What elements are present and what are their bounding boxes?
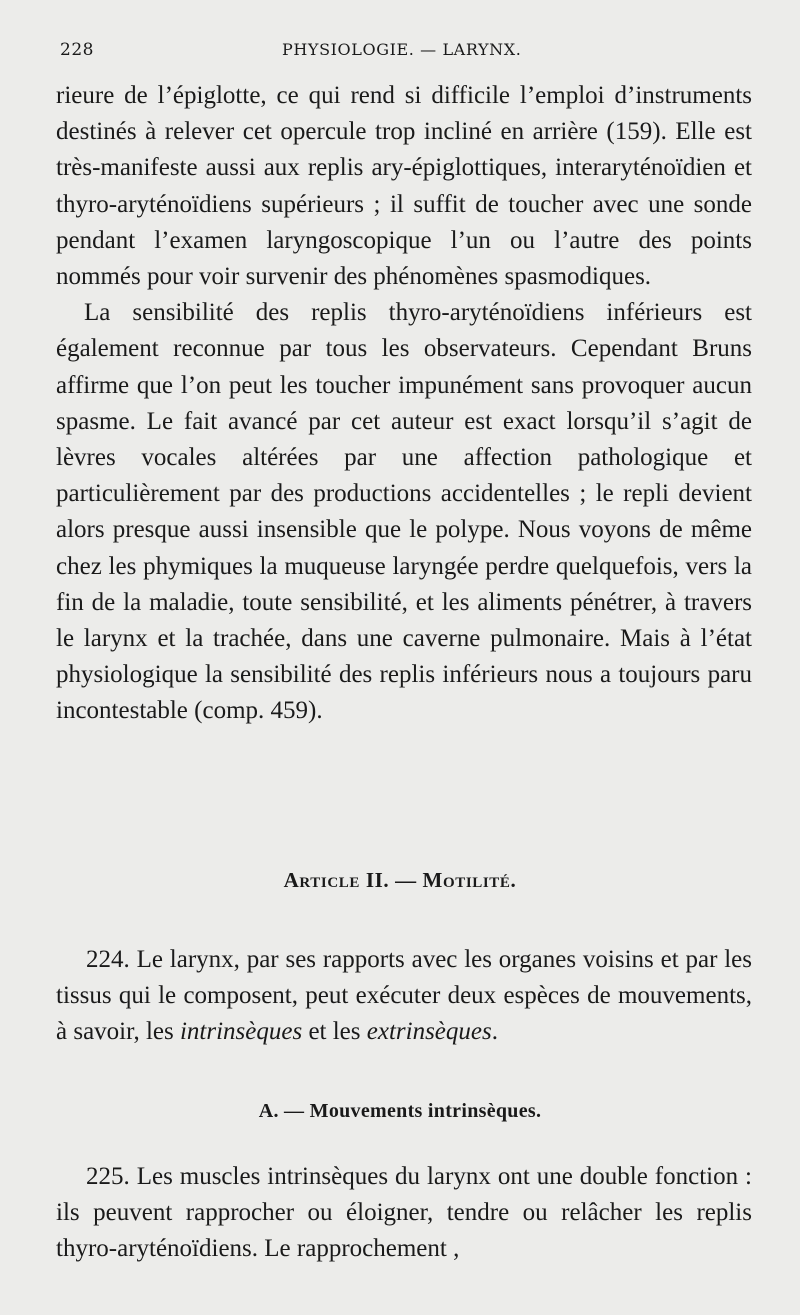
section-225 [56, 1159, 752, 1268]
paragraph-continuation: rieure de l’épiglotte, ce qui rend si difficile l’emploi d’instruments destinés à relever cet opercule trop incliné en arrière (159). Elle est très-manifeste aussi aux replis ary-épiglottiques, interaryténoïdien et thyro-aryténoïdiens supérieurs ; il suffit de toucher avec une sonde pendant l’examen laryngoscopique l’un ou l’autre des points nommés pour voir survenir des phénomènes spasmodiques. [56, 82, 752, 291]
section-text: Le larynx, par ses rapports avec les organes voisins et par les tissus qui le composent, peut exécuter deux espèces de mouvements, à savoir, les [56, 946, 752, 1046]
section-224 [56, 942, 752, 1051]
running-head: PHYSIOLOGIE. — LARYNX. [282, 40, 522, 59]
section-225-paragraph [56, 1159, 752, 1268]
paragraph-sensibility: La sensibilité des replis thyro-aryténoïdiens inférieurs est également reconnue par tous les observateurs. Cependant Bruns affirme que l’on peut les toucher impunément sans provoquer aucun spasme. Le fait avancé par cet auteur est exact lorsqu’il s’agit de lèvres vocales altérées par une affection pathologique et particulièrement par des productions accidentelles ; le repli devient alors presque aussi insensible que le polype. Nous voyons de même chez les phymiques la muqueuse laryngée perdre quelquefois, vers la fin de la maladie, toute sensibilité, et les aliments pénétrer, à travers le larynx et la trachée, dans une caverne pulmonaire. Mais à l’état physiologique la sensibilité des replis inférieurs nous a toujours paru incontestable (comp. 459). [56, 299, 752, 725]
body-text [56, 78, 752, 730]
italic-term: intrinsèques [179, 1018, 303, 1046]
subsection-heading: A. — Mouvements intrinsèques. [258, 1100, 542, 1122]
section-number: 224. [86, 946, 130, 973]
page-number: 228 [60, 40, 94, 60]
section-text: . [491, 1018, 498, 1046]
section-text: et les [302, 1018, 367, 1046]
section-text: Les muscles intrinsèques du larynx ont une double fonction : ils peuvent rapprocher ou éloigner, tendre ou relâcher les replis thyro-aryténoïdiens. Le rapprochement , [56, 1163, 752, 1263]
section-number: 225. [86, 1163, 130, 1190]
article-heading: Article II. — Motilité. [283, 868, 517, 892]
italic-term: extrinsèques [366, 1018, 492, 1046]
page-header [60, 40, 750, 70]
section-224-paragraph [56, 942, 752, 1051]
